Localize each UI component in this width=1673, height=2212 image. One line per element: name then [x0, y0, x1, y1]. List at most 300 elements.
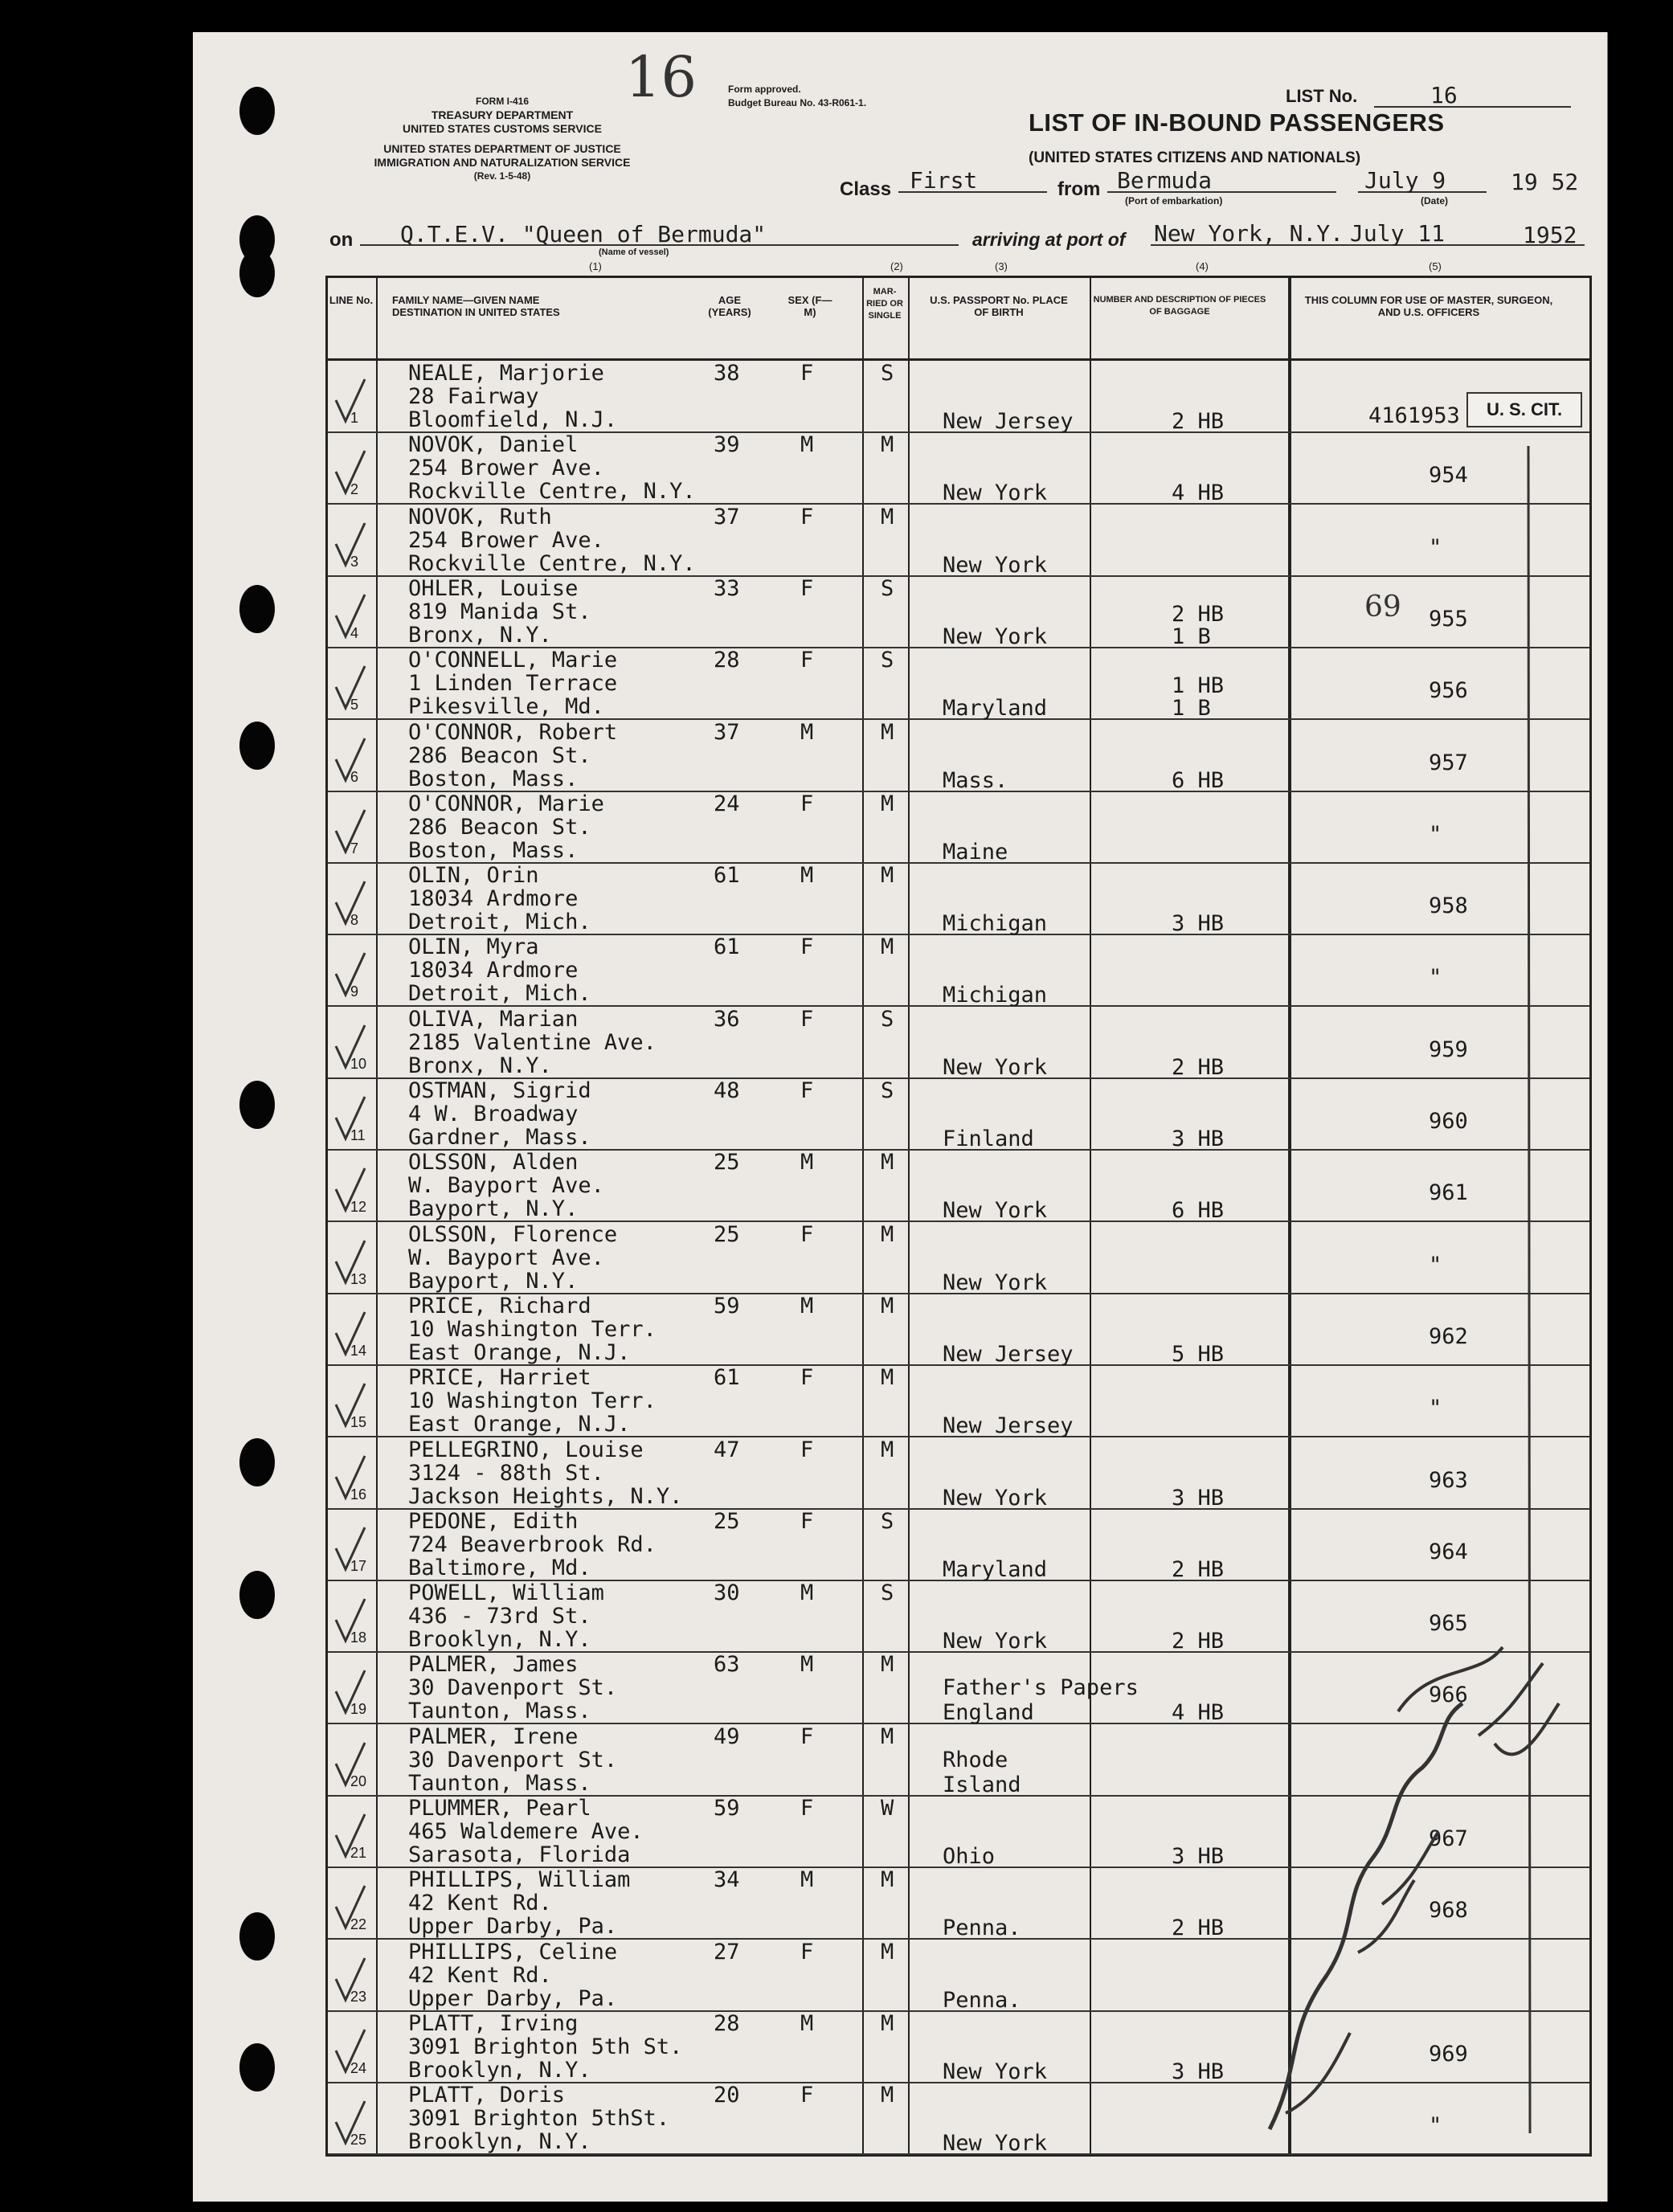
from-value: Bermuda — [1117, 167, 1213, 194]
baggage: 2 HB — [1172, 1054, 1225, 1080]
address-city: Bronx, N.Y. — [408, 622, 552, 648]
address-street: 254 Brower Ave. — [408, 456, 604, 481]
address-street: 10 Washington Terr. — [408, 1388, 657, 1414]
address-city: Bloomfield, N.J. — [408, 407, 618, 432]
officer-number: 960 — [1429, 1109, 1468, 1134]
marital-status: S — [881, 1006, 894, 1032]
marital-status: S — [881, 361, 894, 386]
age: 47 — [714, 1437, 740, 1462]
officer-number: " — [1429, 965, 1442, 991]
line-number: 17 — [350, 1557, 367, 1574]
birthplace: New York — [943, 1198, 1048, 1224]
age: 61 — [714, 1365, 740, 1391]
table-header — [328, 278, 1589, 361]
sex: M — [800, 2010, 814, 2036]
justice-dept: UNITED STATES DEPARTMENT OF JUSTICE — [383, 142, 621, 155]
baggage: 2 HB — [1172, 1916, 1225, 1941]
sex: F — [800, 504, 814, 529]
address-street: 2185 Valentine Ave. — [408, 1029, 657, 1055]
sex: F — [800, 1723, 814, 1749]
birthplace: Maine — [943, 839, 1008, 865]
table-row — [328, 1149, 1589, 1222]
marital-status: S — [881, 575, 894, 601]
birthplace-line1: Rhode — [943, 1747, 1008, 1772]
passenger-name: PHILLIPS, Celine — [408, 1939, 618, 1965]
passenger-name: OLIN, Myra — [408, 934, 539, 960]
binder-hole — [239, 2043, 275, 2091]
sex: F — [800, 575, 814, 601]
passenger-name: POWELL, William — [408, 1580, 604, 1606]
marital-status: M — [881, 1867, 894, 1893]
address-street: 724 Beaverbrook Rd. — [408, 1531, 657, 1557]
passenger-name: PLATT, Irving — [408, 2010, 579, 2036]
sex: M — [800, 432, 814, 458]
table-row — [328, 1364, 1589, 1437]
passenger-name: PHILLIPS, William — [408, 1867, 631, 1893]
check-mark-icon — [334, 878, 366, 928]
birthplace: New York — [943, 1270, 1048, 1295]
check-mark-icon — [334, 1524, 366, 1574]
check-mark-icon — [334, 807, 366, 857]
age: 61 — [714, 934, 740, 960]
header-sex: SEX (F—M) — [787, 294, 832, 318]
table-row — [328, 791, 1589, 864]
birthplace: Maryland — [943, 1556, 1048, 1582]
address-city: Bayport, N.Y. — [408, 1268, 579, 1294]
line-number: 20 — [350, 1772, 367, 1789]
officer-number: " — [1429, 821, 1442, 847]
baggage: 3 HB — [1172, 1126, 1225, 1151]
baggage: 4 HB — [1172, 480, 1225, 506]
passenger-name: O'CONNOR, Robert — [408, 719, 618, 745]
sex: M — [800, 1867, 814, 1893]
check-mark-icon — [334, 2026, 366, 2076]
line-number: 7 — [350, 840, 359, 857]
officer-number: 966 — [1429, 1683, 1468, 1708]
customs-service: UNITED STATES CUSTOMS SERVICE — [403, 122, 602, 135]
birthplace: Penna. — [943, 1987, 1021, 2013]
class-value: First — [910, 167, 978, 194]
address-city: Rockville Centre, N.Y. — [408, 550, 696, 576]
us-citizen-stamp: U. S. CIT. — [1466, 392, 1582, 427]
date-caption: (Date) — [1421, 195, 1449, 206]
baggage: 2 HB — [1172, 1629, 1225, 1654]
baggage: 2 HB — [1172, 409, 1225, 434]
address-city: Brooklyn, N.Y. — [408, 2129, 591, 2155]
vessel-caption: (Name of vessel) — [599, 247, 669, 257]
handwritten-number: 16 — [625, 44, 697, 110]
marital-status: M — [881, 791, 894, 816]
marital-status: M — [881, 1437, 894, 1462]
age: 30 — [714, 1580, 740, 1606]
birthplace: Ohio — [943, 1844, 996, 1869]
check-mark-icon — [334, 1237, 366, 1287]
line-number: 9 — [350, 983, 359, 1000]
birthplace: New York — [943, 1629, 1048, 1654]
table-row — [328, 1077, 1589, 1151]
approval-block — [728, 83, 866, 110]
passenger-name: PELLEGRINO, Louise — [408, 1437, 644, 1462]
column-number: (2) — [890, 260, 903, 272]
age: 48 — [714, 1078, 740, 1103]
line-number: 11 — [350, 1127, 366, 1143]
sex: M — [800, 1293, 814, 1319]
binder-hole — [239, 1438, 275, 1486]
marital-status: M — [881, 1221, 894, 1247]
line-number: 22 — [350, 1916, 367, 1933]
officer-number: 958 — [1429, 893, 1468, 919]
table-row — [328, 1508, 1589, 1581]
line-number: 13 — [350, 1270, 367, 1287]
birthplace: New Jersey — [943, 1341, 1074, 1367]
marital-status: S — [881, 1508, 894, 1534]
check-mark-icon — [334, 1380, 366, 1430]
line-number: 18 — [350, 1629, 367, 1646]
line-number: 23 — [350, 1988, 367, 2005]
line-number: 6 — [350, 768, 359, 785]
baggage-line1: 2 HB — [1172, 601, 1225, 627]
address-city: Boston, Mass. — [408, 837, 579, 863]
age: 36 — [714, 1006, 740, 1032]
table-row — [328, 1006, 1589, 1079]
check-mark-icon — [334, 1094, 366, 1143]
address-street: 18034 Ardmore — [408, 958, 579, 983]
address-city: Boston, Mass. — [408, 766, 579, 791]
date-value: July 9 — [1364, 167, 1446, 194]
table-row — [328, 934, 1589, 1007]
column-number: (1) — [589, 260, 602, 272]
address-street: 4 W. Broadway — [408, 1102, 579, 1126]
address-city: Baltimore, Md. — [408, 1555, 591, 1580]
address-city: Bronx, N.Y. — [408, 1053, 552, 1078]
baggage: 1 B — [1172, 696, 1211, 722]
baggage: 4 HB — [1172, 1700, 1225, 1726]
age: 34 — [714, 1867, 740, 1893]
address-city: Taunton, Mass. — [408, 1699, 591, 1724]
sex: F — [800, 1221, 814, 1247]
line-number: 24 — [350, 2059, 367, 2076]
birthplace: Island — [943, 1772, 1021, 1797]
officer-number: " — [1429, 1252, 1442, 1278]
line-number: 2 — [350, 481, 359, 498]
sex: F — [800, 1939, 814, 1965]
address-street: W. Bayport Ave. — [408, 1245, 604, 1270]
baggage-line1: 1 HB — [1172, 673, 1225, 699]
marital-status: M — [881, 1365, 894, 1391]
address-city: Pikesville, Md. — [408, 694, 604, 720]
vessel-value: Q.T.E.V. "Queen of Bermuda" — [400, 221, 767, 247]
sex: F — [800, 648, 814, 673]
address-street: 436 - 73rd St. — [408, 1604, 591, 1629]
baggage: 3 HB — [1172, 1485, 1225, 1511]
arrival-port: New York, N.Y. — [1154, 220, 1344, 247]
on-label: on — [329, 229, 354, 251]
column-number: (4) — [1196, 260, 1209, 272]
age: 59 — [714, 1293, 740, 1319]
line-number: 25 — [350, 2132, 367, 2149]
treasury-dept: TREASURY DEPARTMENT — [431, 108, 574, 121]
marital-status: S — [881, 648, 894, 673]
birthplace: Michigan — [943, 911, 1048, 937]
baggage: 1 B — [1172, 624, 1211, 649]
binder-hole — [239, 1912, 275, 1961]
officer-number: 967 — [1429, 1826, 1468, 1851]
column-number: (5) — [1429, 260, 1442, 272]
address-city: Gardner, Mass. — [408, 1125, 591, 1150]
check-mark-icon — [334, 1309, 366, 1359]
sex: F — [800, 1437, 814, 1462]
sex: F — [800, 361, 814, 386]
arrival-date: July 11 — [1350, 220, 1446, 247]
check-mark-icon — [334, 1022, 366, 1072]
passenger-name: PEDONE, Edith — [408, 1508, 579, 1534]
officer-number: 956 — [1429, 678, 1468, 704]
sex: F — [800, 1508, 814, 1534]
header-baggage: NUMBER AND DESCRIPTION OF PIECES OF BAGGAGE — [1093, 295, 1266, 317]
birthplace: New Jersey — [943, 409, 1074, 434]
revision: (Rev. 1-5-48) — [473, 170, 531, 182]
line-number: 4 — [350, 624, 359, 641]
baggage: 5 HB — [1172, 1341, 1225, 1367]
baggage: 6 HB — [1172, 767, 1225, 793]
port-embark-caption: (Port of embarkation) — [1125, 195, 1223, 206]
officer-number: " — [1429, 1396, 1442, 1421]
birthplace: New York — [943, 1054, 1048, 1080]
table-row — [328, 862, 1589, 935]
address-street: 30 Davenport St. — [408, 1747, 618, 1772]
marital-status: S — [881, 1580, 894, 1606]
age: 49 — [714, 1723, 740, 1749]
check-mark-icon — [334, 1740, 366, 1789]
birthplace: Penna. — [943, 1916, 1021, 1941]
age: 27 — [714, 1939, 740, 1965]
binder-holes — [239, 0, 275, 2212]
from-label: from — [1057, 178, 1101, 200]
table-row — [328, 1437, 1589, 1510]
address-city: Bayport, N.Y. — [408, 1196, 579, 1222]
address-street: 28 Fairway — [408, 384, 539, 409]
baggage: 2 HB — [1172, 1556, 1225, 1582]
sex: F — [800, 1078, 814, 1103]
passenger-name: OLIN, Orin — [408, 863, 539, 889]
address-street: 42 Kent Rd. — [408, 1891, 552, 1916]
address-street: 30 Davenport St. — [408, 1675, 618, 1701]
address-city: Rockville Centre, N.Y. — [408, 479, 696, 505]
birthplace-line1: Father's Papers — [943, 1675, 1139, 1701]
check-mark-icon — [334, 448, 366, 497]
passenger-name: NOVOK, Daniel — [408, 432, 579, 458]
sex: F — [800, 1006, 814, 1032]
age: 38 — [714, 361, 740, 386]
sex: M — [800, 1580, 814, 1606]
officer-number: 957 — [1429, 750, 1468, 775]
check-mark-icon — [334, 1165, 366, 1215]
passenger-name: PLUMMER, Pearl — [408, 1796, 591, 1821]
officer-number: 969 — [1429, 2041, 1468, 2067]
passenger-name: O'CONNELL, Marie — [408, 648, 618, 673]
form-number: FORM I-416 — [475, 96, 529, 107]
address-street: 286 Beacon St. — [408, 814, 591, 840]
address-city: Detroit, Mich. — [408, 981, 591, 1007]
officer-number: 965 — [1429, 1611, 1468, 1637]
check-mark-icon — [334, 591, 366, 641]
age: 39 — [714, 432, 740, 458]
age: 24 — [714, 791, 740, 816]
marital-status: M — [881, 2010, 894, 2036]
birthplace: New York — [943, 2131, 1048, 2157]
birthplace: Michigan — [943, 983, 1048, 1008]
marital-status: M — [881, 1939, 894, 1965]
address-city: Sarasota, Florida — [408, 1842, 631, 1867]
column-number: (3) — [995, 260, 1008, 272]
check-mark-icon — [334, 1955, 366, 2005]
sex: M — [800, 863, 814, 889]
sex: F — [800, 1796, 814, 1821]
table-row — [328, 504, 1589, 577]
officer-number: 968 — [1429, 1898, 1468, 1924]
line-number: 3 — [350, 553, 359, 570]
age: 37 — [714, 719, 740, 745]
age: 28 — [714, 2010, 740, 2036]
age: 37 — [714, 504, 740, 529]
age: 25 — [714, 1508, 740, 1534]
address-city: Detroit, Mich. — [408, 910, 591, 935]
address-city: Taunton, Mass. — [408, 1770, 591, 1796]
address-street: 1 Linden Terrace — [408, 671, 618, 697]
officer-number: " — [1429, 2113, 1442, 2139]
line-number: 19 — [350, 1701, 367, 1718]
birthplace: New York — [943, 552, 1048, 578]
officer-number: 955 — [1429, 606, 1468, 632]
binder-hole — [239, 722, 275, 770]
officer-number: 4161953 — [1368, 403, 1460, 428]
birthplace: Mass. — [943, 767, 1008, 793]
address-street: 819 Manida St. — [408, 599, 591, 624]
address-city: East Orange, N.J. — [408, 1412, 631, 1437]
sex: M — [800, 1652, 814, 1678]
marital-status: M — [881, 863, 894, 889]
officer-number: 964 — [1429, 1539, 1468, 1564]
age: 59 — [714, 1796, 740, 1821]
address-street: 254 Brower Ave. — [408, 527, 604, 553]
address-street: 18034 Ardmore — [408, 886, 579, 912]
birthplace: New York — [943, 624, 1048, 649]
line-number: 21 — [350, 1845, 367, 1861]
marital-status: W — [881, 1796, 894, 1821]
officer-number: 963 — [1429, 1467, 1468, 1493]
passenger-name: NEALE, Marjorie — [408, 361, 604, 386]
passenger-name: OLIVA, Marian — [408, 1006, 579, 1032]
check-mark-icon — [334, 376, 366, 426]
list-no-value: 16 — [1430, 82, 1458, 108]
table-row — [328, 647, 1589, 720]
marital-status: S — [881, 1078, 894, 1103]
sex: F — [800, 791, 814, 816]
header-passport: U.S. PASSPORT No. PLACE OF BIRTH — [930, 294, 1068, 318]
header-name: FAMILY NAME—GIVEN NAME DESTINATION IN UNITED STATES — [392, 294, 560, 318]
birthplace: New York — [943, 480, 1048, 506]
passenger-name: PLATT, Doris — [408, 2083, 566, 2108]
address-street: 3091 Brighton 5thSt. — [408, 2106, 670, 2132]
binder-hole — [239, 585, 275, 633]
margin-note: 69 — [1364, 591, 1401, 624]
officer-number: 954 — [1429, 463, 1468, 489]
binder-hole — [239, 1081, 275, 1129]
officer-number: 961 — [1429, 1180, 1468, 1206]
baggage: 3 HB — [1172, 1844, 1225, 1869]
address-city: Brooklyn, N.Y. — [408, 1627, 591, 1653]
check-mark-icon — [334, 520, 366, 570]
binder-hole — [239, 249, 275, 297]
check-mark-icon — [334, 1596, 366, 1646]
baggage: 3 HB — [1172, 911, 1225, 937]
address-city: Brooklyn, N.Y. — [408, 2057, 591, 2083]
header-line-no: LINE No. — [329, 294, 374, 306]
list-no-label: LIST No. — [1286, 86, 1358, 106]
birthplace: Maryland — [943, 696, 1048, 722]
list-no-line — [1374, 80, 1571, 108]
birthplace: Finland — [943, 1126, 1034, 1151]
line-number: 1 — [350, 410, 359, 426]
age: 63 — [714, 1652, 740, 1678]
budget-bureau: Budget Bureau No. 43-R061-1. — [728, 97, 867, 108]
check-mark-icon — [334, 1811, 366, 1861]
binder-hole — [239, 87, 275, 135]
passenger-name: O'CONNOR, Marie — [408, 791, 604, 816]
passenger-name: OLSSON, Florence — [408, 1221, 618, 1247]
marital-status: M — [881, 1652, 894, 1678]
birthplace: New York — [943, 1485, 1048, 1511]
birthplace: England — [943, 1700, 1034, 1726]
arrival-year: 1952 — [1523, 222, 1577, 248]
passenger-name: OHLER, Louise — [408, 575, 579, 601]
marital-status: M — [881, 1150, 894, 1176]
passenger-name: PALMER, James — [408, 1652, 579, 1678]
age: 20 — [714, 2083, 740, 2108]
check-mark-icon — [334, 2098, 366, 2148]
table-row — [328, 719, 1589, 792]
sex: M — [800, 1150, 814, 1176]
passenger-name: PRICE, Harriet — [408, 1365, 591, 1391]
year-value: 19 52 — [1511, 169, 1579, 195]
address-street: 3124 - 88th St. — [408, 1460, 604, 1486]
check-mark-icon — [334, 1883, 366, 1932]
table-row — [328, 1293, 1589, 1366]
binder-hole — [239, 1571, 275, 1619]
officer-number: " — [1429, 534, 1442, 560]
address-street: 10 Washington Terr. — [408, 1316, 657, 1342]
passenger-name: NOVOK, Ruth — [408, 504, 552, 529]
margin-vertical-line — [1519, 446, 1551, 2141]
passenger-name: OSTMAN, Sigrid — [408, 1078, 591, 1103]
check-mark-icon — [334, 950, 366, 1000]
address-street: 3091 Brighton 5th St. — [408, 2034, 683, 2059]
address-street: W. Bayport Ave. — [408, 1173, 604, 1199]
birthplace: New Jersey — [943, 1413, 1074, 1439]
check-mark-icon — [334, 735, 366, 785]
address-street: 286 Beacon St. — [408, 742, 591, 768]
check-mark-icon — [334, 1667, 366, 1717]
sex: M — [800, 719, 814, 745]
marital-status: M — [881, 1723, 894, 1749]
marital-status: M — [881, 2083, 894, 2108]
birthplace: New York — [943, 2059, 1048, 2084]
line-number: 5 — [350, 697, 359, 713]
table-row — [328, 431, 1589, 505]
officer-number: 962 — [1429, 1323, 1468, 1349]
sex: F — [800, 1365, 814, 1391]
arriving-label: arriving at port of — [972, 229, 1126, 250]
